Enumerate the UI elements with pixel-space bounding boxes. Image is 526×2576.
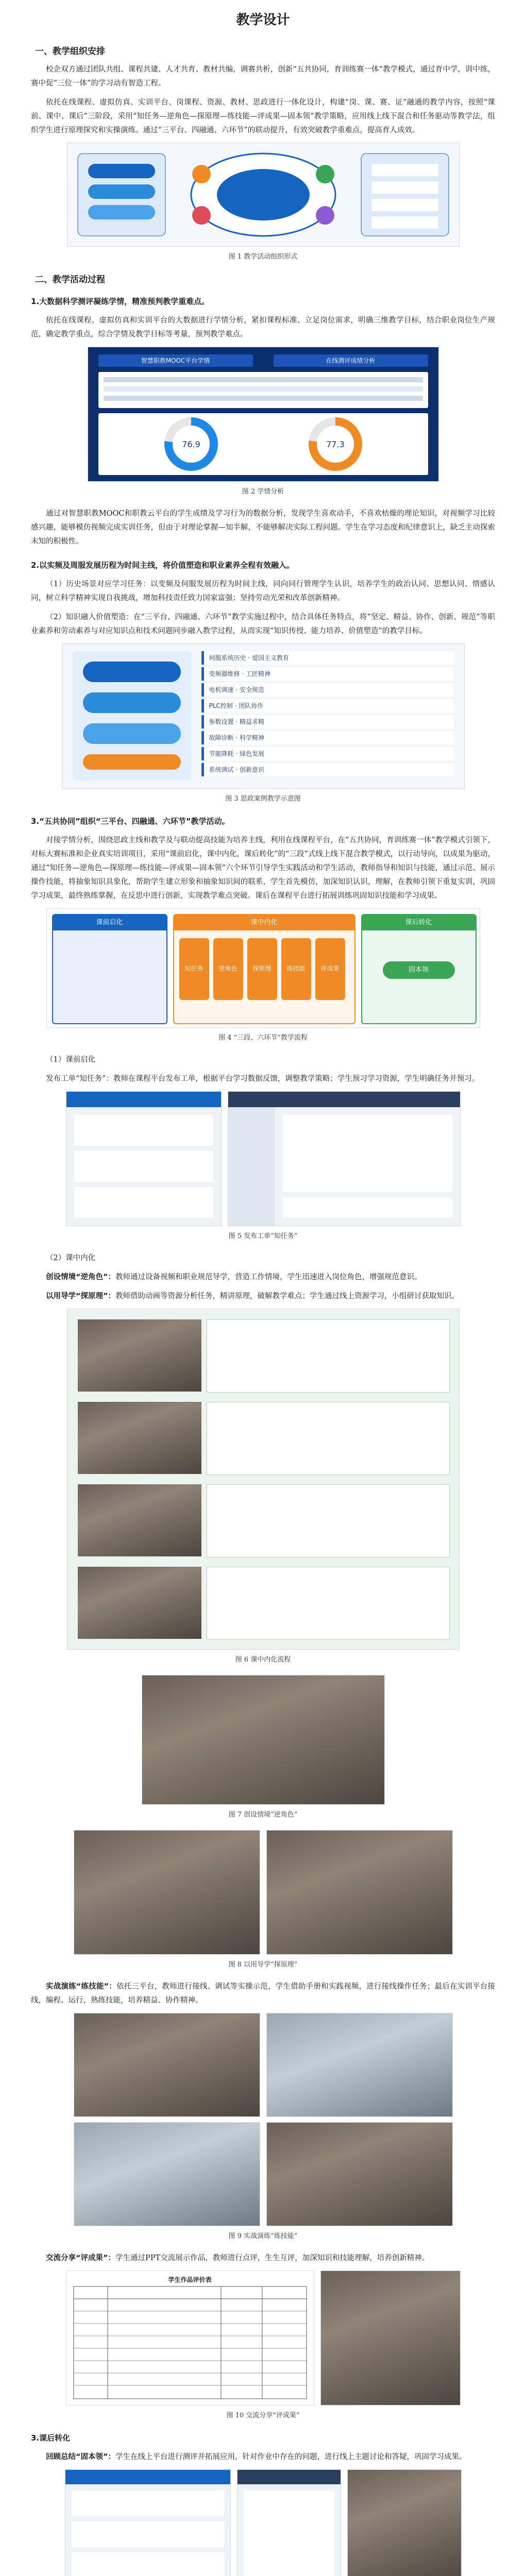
figure-5-row (31, 1091, 495, 1226)
paragraph-text: 依托三平台，教师进行接线、调试等实操示范，学生借助手册和实践视频，进行接线操作任务；最后在实训平台接线，编程、运行，熟练技能，培养精益、协作精神。 (31, 1982, 496, 2005)
figure-8-row (31, 1830, 495, 1955)
photo-3 (78, 1484, 201, 1556)
paragraph-text: 教师通过设备视频和职业规范导学，营造工作情境，学生迅速进入岗位角色，增强规范意识。 (115, 1273, 422, 1281)
figure-9-photo-1 (74, 2013, 260, 2117)
figure-9-row-2 (31, 2122, 495, 2226)
figure-5-screenshot-right (228, 1091, 461, 1226)
photo-2 (78, 1402, 201, 1474)
fig4-col-post (361, 914, 477, 1024)
left-chip-1 (88, 164, 155, 178)
figure-caption: 图 6 课中内化流程 (235, 1656, 291, 1664)
subheading: 1.大数据科学测评凝练学情，精准预判教学重难点。 (31, 297, 210, 306)
fig3-case-item: 参数设置 · 精益求精 (201, 715, 454, 728)
paragraph: 通过对智慧职教MOOC和职教云平台的学生成绩及学习行为的数据分析，发现学生喜欢动手，不喜欢枯燥的理论知识，对视频学习比较感兴趣，能够模仿视频完成实训任务，但由于对理论掌握—知半解，不能够解决实际工程问题。学生在学习态度和纪律意识上，缺乏主动探索未知的积极性。 (31, 510, 495, 546)
right-row-2 (371, 181, 438, 194)
figure-caption: 图 5 发布工单“知任务” (228, 1232, 298, 1240)
figure-11-row (31, 2469, 495, 2576)
fig10-table-title: 学生作品评价表 (168, 2276, 212, 2283)
figure-6-in-class-flow (67, 1309, 460, 1650)
node-4 (316, 206, 334, 225)
donut-2-label: 77.3 (326, 439, 345, 449)
flow-row-4 (207, 1567, 450, 1640)
fig2-donut-panel (98, 413, 428, 475)
donut-1-label: 76.9 (181, 439, 200, 449)
figure-caption: 图 7 创设情境“逆角色” (228, 1811, 298, 1819)
paragraph-text: 学生在线上平台进行测评并拓展应用，针对作业中存在的问题，进行线上主题讨论和答疑，巩固学习成果。 (115, 2453, 467, 2461)
paragraph: 依托在线课程、虚拟仿真、实训平台、岗课程、资源、教材、思政进行一体化设计，构建“岗、课、赛、证”融通的教学内容，按照“课前、课中、课后”三阶段，采用“知任务—逆角色—探原理—练技能—评成果—固本领”教学策略，应用线上线下混合和任务驱动等教学法，组织学生进行原理探究和实操演练。通过“三平台、四融通、六环节”的联动提升，有效突破教学重难点，提高育人成效。 (31, 98, 495, 134)
paragraph (31, 1980, 495, 2008)
fig2-left-title: 智慧职教MOOC平台学情 (98, 354, 253, 367)
fig3-case-item: 节能降耗 · 绿色发展 (201, 747, 454, 760)
node-2 (316, 165, 334, 183)
figure-3-ideology-cases (62, 643, 465, 789)
fig4-step: 逆角色 (213, 938, 243, 1000)
bold-lead: 实战演练“练技能”： (46, 1982, 117, 1991)
fig4-step: 探原理 (247, 938, 277, 1000)
figure-7-photo (142, 1675, 385, 1805)
figure-10-row (31, 2270, 495, 2405)
section-heading-1: 一、教学组织安排 (35, 46, 105, 57)
fig3-case-item: 伺服系统历史 · 爱国主义教育 (201, 651, 454, 665)
document-page (0, 9, 526, 2576)
left-chip-2 (88, 184, 155, 199)
fig4-step: 知任务 (179, 938, 209, 1000)
figure-caption: 图 3 思政案例教学示意图 (225, 795, 301, 803)
paragraph-text: 教师借助动画等资源分析任务，精讲原理，破解教学难点；学生通过线上资源学习，小组研讨获取知识。 (115, 1292, 460, 1300)
paragraph: 对接学情分析，围绕思政主线和教学及与联动提高技能为培养主线，利用在线课程平台，在“五共协同，育训练赛一体”教学模式引领下，对标大赛标准和企业真实培训项目，采用“课前启化，课中内化，课后转化”的“三段”式线上线下混合教学模式，以行动导向，以成果为驱动，通过“知任务—逆角色—探原理—练技能—评成果—固本领”六个环节引导学生实践活动和学生活动，教师指导和知识与技能，通过示范、展示操作技能，将抽象知识具象化，帮助学生建立形象和抽象知识间的联系，学生首先模仿，加深知识认识，理解，在教师引领下重复实训，巩固学习成果，最终熟练掌握，在反思中进行创新，实现教学难点突破。课后在课程平台进行拓展训练巩固知识技能和学习成果。 (31, 836, 495, 900)
figure-10-photo (320, 2270, 461, 2405)
flow-row-1 (207, 1319, 450, 1393)
paragraph: （2）知识融入价值塑造：在“三平台、四融通、六环节”教学实施过程中，结合具体任务特点，将“坚定、精益、协作、创新、规范”等职业素养和劳动素养与对应知识点和技术问题同步融入教学过程，从而实现“知识传授、能力培养、价值塑造”的教学目标。 (31, 613, 495, 635)
paragraph: （1）历史场景对应学习任务：以变频及伺服发展历程为时间主线，同向同行管理学生认识，培养学生的政治认同、思想认同、情感认同，树立科学精神实现自我挑战，增加科技责任致力国家富强；坚持劳动光荣和改革创新精神。 (31, 580, 495, 602)
figure-caption: 图 2 学情分析 (242, 488, 284, 496)
right-row-1 (371, 164, 438, 176)
left-chip-3 (88, 205, 155, 219)
paragraph (31, 1290, 495, 1303)
fig4-col-pre (52, 914, 167, 1024)
bold-lead: 创设情境“逆角色”： (46, 1273, 116, 1281)
figure-8-photo-left (74, 1830, 260, 1955)
figure-9-photo-4 (266, 2122, 453, 2226)
page-title: 教学设计 (236, 12, 290, 28)
bold-lead: 回顾总结“固本领”： (46, 2453, 116, 2461)
fig3-case-list (201, 651, 454, 780)
fig3-left-block (73, 651, 191, 780)
figure-2-learning-analysis (88, 347, 439, 482)
flow-row-2 (207, 1402, 450, 1475)
figure-8-photo-right (266, 1830, 453, 1955)
paragraph: 发布工单“知任务”：教师在课程平台发布工单，根据平台学习数据反馈，调整教学策略；学生预习学习资源，学生明确任务并预习。 (46, 1075, 480, 1083)
figure-9-photo-3 (74, 2122, 260, 2226)
figure-5-screenshot-left (66, 1091, 222, 1226)
figure-caption: 图 9 实战演练“练技能” (228, 2232, 298, 2240)
paragraph: 校企双方通过团队共组、课程共建、人才共育、教材共编，调赛共析，创新“五共协同，育训练赛一体”教学模式，通过育中学，训中练，赛中促“三位一体”的学习动有智造工程。 (31, 65, 495, 88)
center-core (217, 169, 310, 221)
figure-9-row (31, 2013, 495, 2117)
figure-11-photo (347, 2469, 462, 2576)
fig3-case-item: PLC控制 · 团队协作 (201, 699, 454, 713)
fig4-end-step: 固本领 (383, 961, 455, 979)
figure-caption: 图 1 教学活动组织形式 (228, 253, 298, 261)
subheading: 3.“五共协同”组织“三平台、四融通、六环节”教学活动。 (31, 817, 230, 826)
fig2-right-title: 在线测评成绩分析 (274, 354, 428, 367)
fig10-table-grid (66, 2271, 314, 2405)
figure-caption: 图 8 以用导学“探原理” (228, 1961, 298, 1969)
figure-10-evaluation-table (66, 2270, 314, 2405)
bold-lead: 交流分享“评成果”： (46, 2254, 116, 2262)
node-3 (192, 206, 211, 225)
fig2-donut-svg (98, 413, 428, 475)
fig3-case-item: 故障诊断 · 科学精神 (201, 731, 454, 744)
activity-diagram (67, 143, 459, 246)
figure-4-teaching-flow (46, 908, 480, 1028)
right-row-4 (371, 216, 438, 229)
photo-4 (78, 1567, 201, 1639)
figure-11-screenshot-2 (237, 2469, 341, 2576)
fig2-table-strip (98, 372, 428, 408)
bold-lead: 以用导学“探原理”： (46, 1292, 116, 1300)
fig3-case-item: 变频器维修 · 工匠精神 (201, 667, 454, 681)
node-1 (192, 165, 211, 183)
flow-row-3 (207, 1484, 450, 1557)
fig4-col-pre-title: 课前启化 (53, 915, 166, 930)
fig4-step-list (179, 938, 349, 1015)
figure-11-screenshot-1 (65, 2469, 231, 2576)
subheading: 3.课后转化 (31, 2433, 71, 2443)
photo-1 (78, 1319, 201, 1392)
subheading: 2.以实频及周服发展历程为时间主线，将价值塑造和职业素养全程有效融入。 (31, 561, 295, 570)
paragraph: （2）课中内化 (46, 1254, 96, 1262)
fig4-col-in (173, 914, 355, 1024)
right-row-3 (371, 199, 438, 211)
paragraph-text: 学生通过PPT交流展示作品，教师进行点评，生生互评，加深知识和技能理解，培养创新精神。 (115, 2254, 430, 2262)
paragraph (31, 1270, 495, 1284)
fig3-case-item: 电机调速 · 安全规范 (201, 683, 454, 697)
fig3-case-item: 系统调试 · 创新意识 (201, 763, 454, 776)
figure-9-photo-2 (266, 2013, 453, 2117)
section-heading-2: 二、教学活动过程 (35, 275, 105, 285)
figure-caption: 图 10 交流分享“评成果” (226, 2412, 300, 2419)
figure-1-activity-organization (67, 143, 460, 247)
paragraph (31, 2450, 495, 2464)
fig4-col-in-title: 课中内化 (174, 915, 354, 930)
fig4-step: 评成果 (315, 938, 345, 1000)
paragraph (31, 2251, 495, 2265)
paragraph: （1）课前启化 (46, 1056, 96, 1064)
fig4-col-post-title: 课后转化 (362, 915, 476, 930)
figure-caption: 图 4 “三段、六环节”教学流程 (218, 1034, 308, 1042)
paragraph: 依托在线课程、虚拟仿真和实训平台的大数据进行学情分析，紧扣课程标准、立足岗位需求，明确三维教学目标，结合职业岗位生产规范，确定教学重点，综合学情及教学目标等考量，预判教学难点。 (31, 316, 495, 338)
fig4-step: 练技能 (281, 938, 311, 1000)
